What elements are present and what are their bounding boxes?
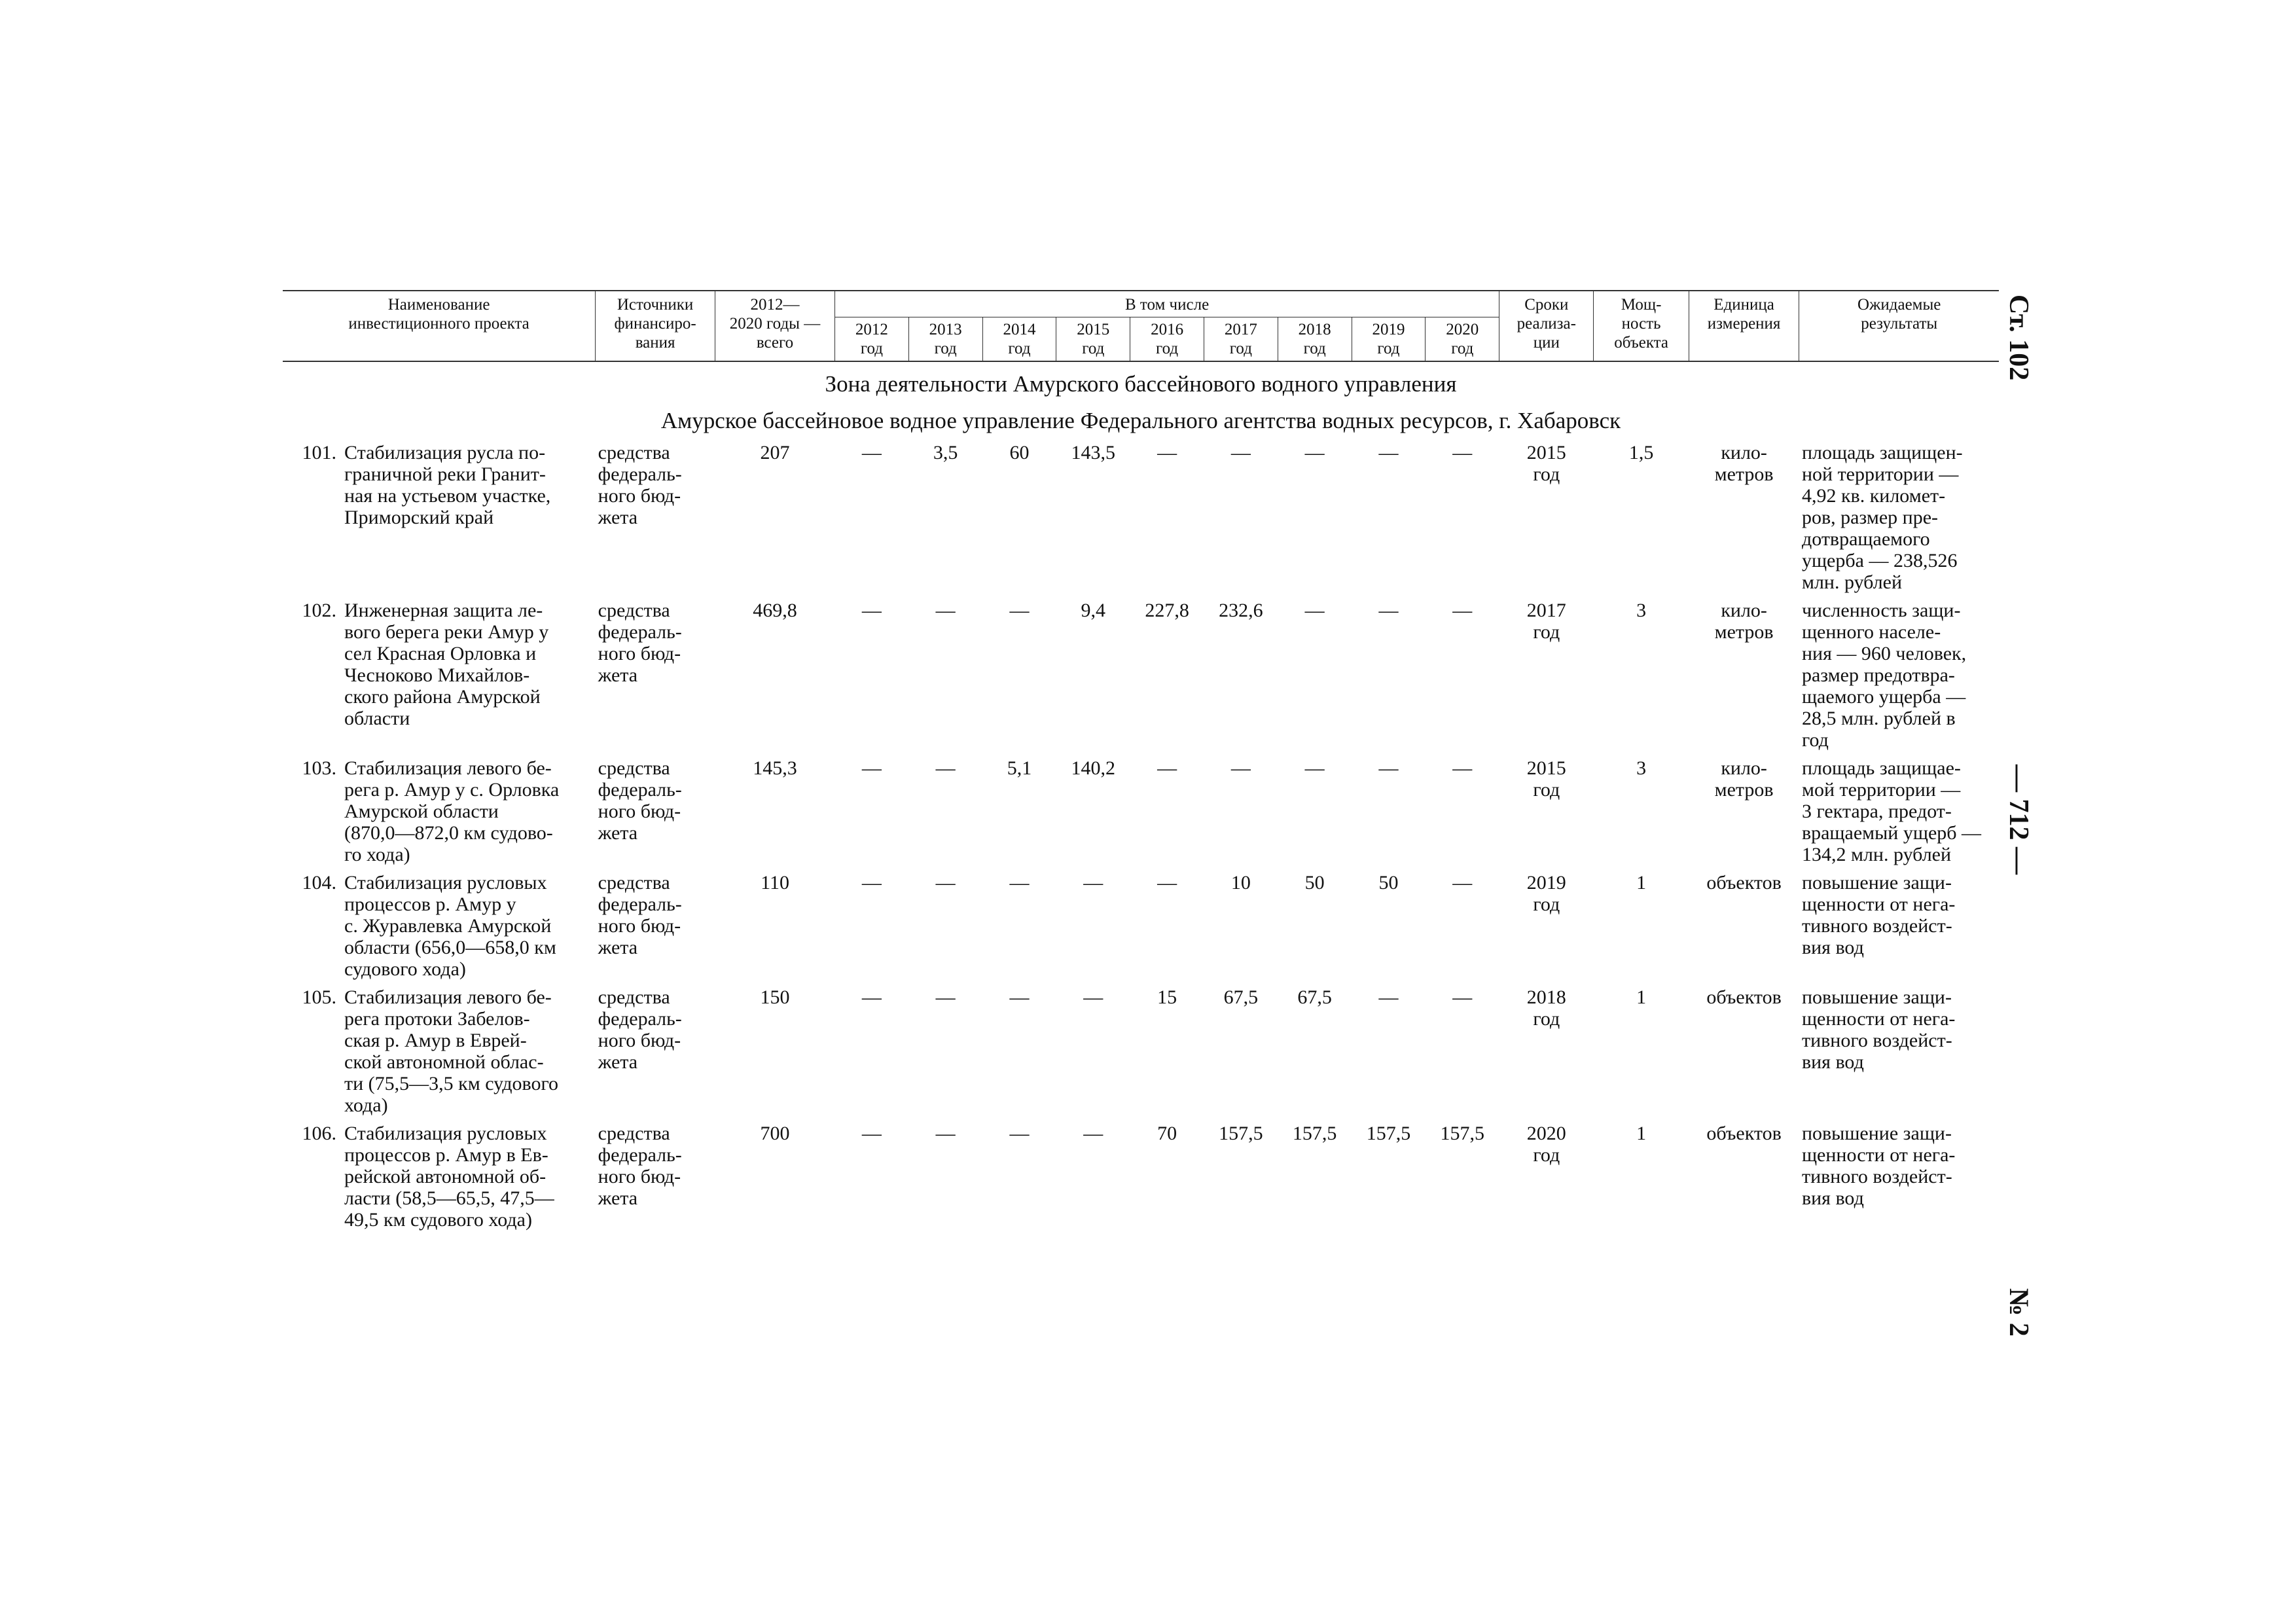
header-year: 2020 год [1426, 317, 1499, 362]
table-header [283, 291, 1999, 361]
year-amount: — [1378, 600, 1399, 621]
year-amount: — [1009, 986, 1030, 1008]
issue-number: № 2 [2003, 1288, 2034, 1337]
implementation-term: 2015 год [1526, 442, 1566, 485]
section-subtitle: Амурское бассейновое водное управление Федерального агентства водных ресурсов, г. Хабаровск [660, 408, 1621, 433]
year-amount: 157,5 [1219, 1123, 1263, 1144]
table-row [283, 984, 1999, 1120]
unit: объектов [1706, 1123, 1782, 1144]
year-amount: — [935, 872, 956, 893]
header-year: 2013 год [908, 317, 982, 362]
unit: объектов [1706, 986, 1782, 1008]
year-amount: — [1083, 872, 1103, 893]
funding-source: средства федераль- ного бюд- жета [598, 442, 682, 528]
table-row [283, 439, 1999, 597]
project-cell [283, 984, 596, 1120]
implementation-term: 2019 год [1526, 872, 1566, 915]
expected-result: повышение защи- щенности от нега- тивного воздейст- вия вод [1801, 1123, 1956, 1209]
unit: объектов [1706, 872, 1782, 893]
header-year: 2012 год [834, 317, 908, 362]
year-amount: — [935, 757, 956, 779]
capacity: 1 [1636, 986, 1647, 1008]
table-row [283, 597, 1999, 755]
year-amount: — [1009, 872, 1030, 893]
year-amount: 157,5 [1366, 1123, 1411, 1144]
year-amount: — [861, 986, 882, 1008]
year-amount: — [1452, 600, 1473, 621]
year-amount: — [1304, 757, 1325, 779]
implementation-term: 2015 год [1526, 757, 1566, 801]
project-name: Стабилизация русловых процессов р. Амур у с. Журавлевка Амурской области (656,0—658,0 км судового хода) [344, 872, 556, 980]
year-amount: — [861, 757, 882, 779]
year-amount: 15 [1157, 986, 1177, 1008]
year-amount: 157,5 [1292, 1123, 1337, 1144]
capacity: 1,5 [1628, 442, 1654, 463]
year-amount: — [935, 1123, 956, 1144]
capacity: 1 [1636, 1123, 1647, 1144]
table-row [283, 1120, 1999, 1235]
project-number: 101. [302, 442, 336, 463]
unit: кило- метров [1714, 442, 1774, 485]
expected-result: повышение защи- щенности от нега- тивного воздейст- вия вод [1801, 872, 1956, 958]
total-amount: 110 [761, 872, 789, 893]
total-amount: 469,8 [753, 600, 797, 621]
project-name: Стабилизация русла по- граничной реки Гранит- ная на устьевом участке, Приморский край [344, 442, 551, 528]
header-year: 2017 год [1204, 317, 1278, 362]
funding-source: средства федераль- ного бюд- жета [598, 1123, 682, 1209]
year-amount: — [1083, 1123, 1103, 1144]
project-name: Стабилизация левого бе- рега р. Амур у с. Орловка Амурской области (870,0—872,0 км судово- го хода) [344, 757, 560, 865]
capacity: 3 [1636, 757, 1647, 779]
year-amount: 10 [1230, 872, 1251, 893]
year-amount: — [935, 986, 956, 1008]
unit: кило- метров [1714, 600, 1774, 643]
table-row [283, 869, 1999, 984]
project-number: 104. [302, 872, 336, 893]
year-amount: — [1378, 442, 1399, 463]
implementation-term: 2020 год [1526, 1123, 1566, 1166]
header-year: 2019 год [1352, 317, 1426, 362]
year-amount: 143,5 [1071, 442, 1116, 463]
header-year: 2015 год [1056, 317, 1130, 362]
year-amount: 50 [1378, 872, 1399, 893]
project-cell [283, 1120, 596, 1235]
project-number: 105. [302, 986, 336, 1008]
year-amount: 50 [1304, 872, 1325, 893]
funding-source: средства федераль- ного бюд- жета [598, 600, 682, 686]
project-name: Инженерная защита ле- вого берега реки Амур у сел Красная Орловка и Чесноково Михайлов- ского района Амурской области [344, 600, 549, 729]
investment-projects-table-wrap [283, 290, 1999, 1235]
year-amount: 9,4 [1081, 600, 1106, 621]
header-capacity: Мощ- ность объекта [1594, 291, 1689, 361]
year-amount: — [861, 600, 882, 621]
year-amount: — [1157, 442, 1177, 463]
capacity: 1 [1636, 872, 1647, 893]
year-amount: — [1157, 872, 1177, 893]
year-amount: — [1452, 757, 1473, 779]
year-amount: — [861, 442, 882, 463]
project-name: Стабилизация левого бе- рега протоки Забелов- ская р. Амур в Еврей- ской автономной облас- ти (75,5—3,5 км судового хода) [344, 986, 559, 1116]
implementation-term: 2018 год [1526, 986, 1566, 1030]
year-amount: 5,1 [1007, 757, 1032, 779]
year-amount: — [1230, 757, 1251, 779]
expected-result: площадь защищен- ной территории — 4,92 кв. километ- ров, размер пре- дотвращаемого ущерба — 238,526 млн. рублей [1801, 442, 1963, 593]
year-amount: — [1452, 986, 1473, 1008]
expected-result: численность защи- щенного населе- ния — 960 человек, размер предотвра- щаемого ущерба — 28,5 млн. рублей в год [1801, 600, 1967, 751]
year-amount: — [1009, 1123, 1030, 1144]
total-amount: 150 [760, 986, 790, 1008]
project-number: 102. [302, 600, 336, 621]
total-amount: 145,3 [753, 757, 797, 779]
header-year: 2014 год [982, 317, 1056, 362]
year-amount: — [1304, 442, 1325, 463]
funding-source: средства федераль- ного бюд- жета [598, 986, 682, 1073]
project-cell [283, 755, 596, 869]
year-amount: — [1083, 986, 1103, 1008]
header-year: 2018 год [1278, 317, 1352, 362]
header-funding-source: Источники финансиро- вания [596, 291, 715, 361]
header-term: Сроки реализа- ции [1499, 291, 1594, 361]
year-amount: 3,5 [933, 442, 958, 463]
zone-title: Зона деятельности Амурского бассейнового водного управления [825, 371, 1457, 397]
year-amount: — [1452, 442, 1473, 463]
total-amount: 207 [760, 442, 790, 463]
year-amount: — [861, 872, 882, 893]
funding-source: средства федераль- ного бюд- жета [598, 757, 682, 844]
project-cell [283, 869, 596, 984]
year-amount: 70 [1157, 1123, 1177, 1144]
year-amount: 140,2 [1071, 757, 1116, 779]
expected-result: повышение защи- щенности от нега- тивного воздейст- вия вод [1801, 986, 1956, 1073]
year-amount: — [1009, 600, 1030, 621]
page-number: — 712 — [2003, 765, 2034, 875]
project-cell [283, 597, 596, 755]
year-amount: 60 [1009, 442, 1030, 463]
year-amount: — [1452, 872, 1473, 893]
year-amount: — [1230, 442, 1251, 463]
project-number: 106. [302, 1123, 336, 1144]
total-amount: 700 [760, 1123, 790, 1144]
year-amount: — [1378, 757, 1399, 779]
year-amount: 67,5 [1223, 986, 1259, 1008]
year-amount: — [1378, 986, 1399, 1008]
implementation-term: 2017 год [1526, 600, 1566, 643]
capacity: 3 [1636, 600, 1647, 621]
header-unit: Единица измерения [1689, 291, 1799, 361]
year-amount: 67,5 [1297, 986, 1332, 1008]
header-project-name: Наименование инвестиционного проекта [283, 291, 596, 361]
year-amount: 227,8 [1145, 600, 1189, 621]
project-name: Стабилизация русловых процессов р. Амур в Ев- рейской автономной об- ласти (58,5—65,5, 47,5— 49,5 км судового хода) [344, 1123, 554, 1231]
funding-source: средства федераль- ного бюд- жета [598, 872, 682, 958]
header-including: В том числе [834, 291, 1499, 317]
project-cell [283, 439, 596, 597]
year-amount: — [935, 600, 956, 621]
table-body [283, 361, 1999, 1235]
unit: кило- метров [1714, 757, 1774, 801]
year-amount: — [861, 1123, 882, 1144]
expected-result: площадь защищае- мой территории — 3 гектара, предот- вращаемый ущерб — 134,2 млн. рублей [1801, 757, 1982, 865]
page-reference: Ст. 102 [2003, 295, 2034, 381]
year-amount: — [1304, 600, 1325, 621]
header-total: 2012— 2020 годы — всего [715, 291, 835, 361]
year-amount: 157,5 [1440, 1123, 1484, 1144]
header-results: Ожидаемые результаты [1799, 291, 1999, 361]
table-row [283, 755, 1999, 869]
header-year: 2016 год [1130, 317, 1204, 362]
investment-projects-table [283, 290, 1999, 1235]
year-amount: — [1157, 757, 1177, 779]
project-number: 103. [302, 757, 336, 779]
year-amount: 232,6 [1219, 600, 1263, 621]
